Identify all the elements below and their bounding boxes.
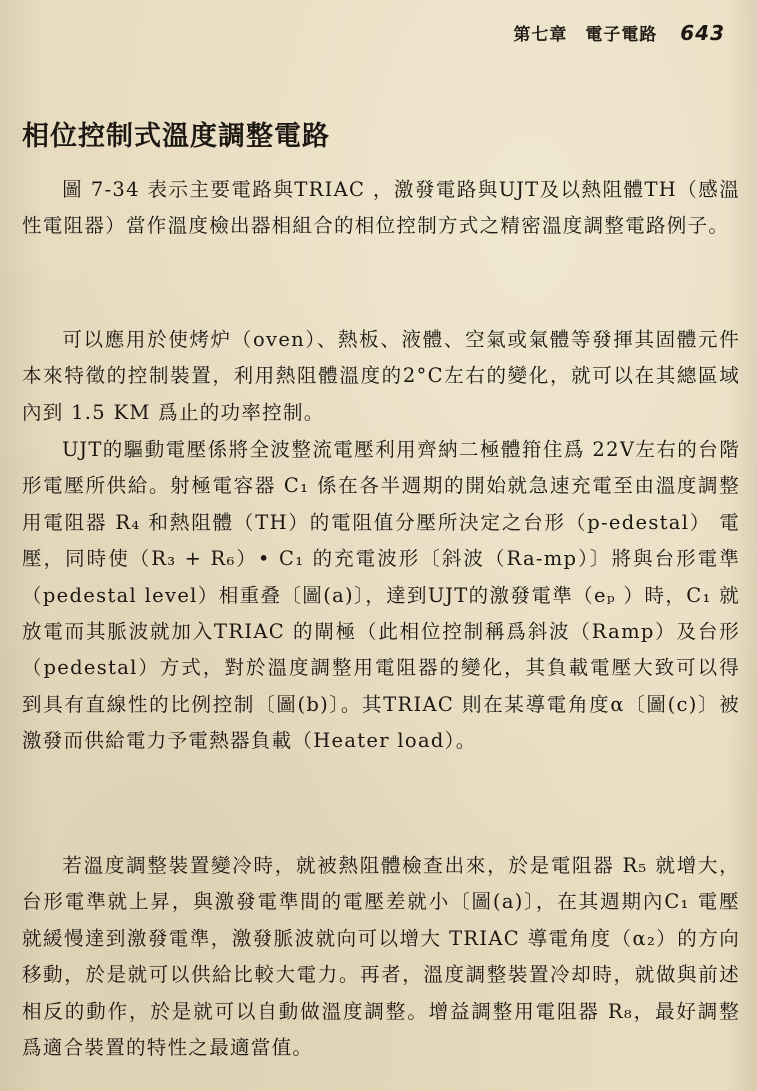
paragraph-text: 若溫度調整裝置變冷時，就被熱阻體檢查出來，於是電阻器 R₅ 就增大，台形電準就上昇，與激發電準間的電壓差就小〔圖(a)〕，在其週期內C₁ 電壓就緩慢達到激發電準，激發脈波就向可以增大 TRIAC 導電角度（α₂）的方向移動，於是就可以供給比較大電力。再者，溫度調整裝置冷却時，就做與前述相反的動作，於是就可以自動做溫度調整。增益調整用電阻器 R₈，最好調整爲適合裝置的特性之最適當值。	[22, 854, 740, 1060]
paragraph	[22, 322, 740, 431]
page-number: 643	[680, 21, 725, 45]
paragraph	[22, 172, 740, 245]
paragraph	[22, 432, 740, 760]
paragraph-text: 圖 7-34 表示主要電路與TRIAC ，激發電路與UJT及以熱阻體TH（感溫性電阻器）當作溫度檢出器相組合的相位控制方式之精密溫度調整電路例子。	[22, 178, 740, 238]
paragraph-text: 可以應用於使烤炉（oven）、熱板、液體、空氣或氣體等發揮其固體元件本來特徵的控制裝置，利用熱阻體溫度的2°C左右的變化，就可以在其總區域內到 1.5 KM 爲止的功率控制。	[22, 328, 740, 424]
paragraph	[22, 848, 740, 1066]
paragraph-text: UJT的驅動電壓係將全波整流電壓利用齊納二極體箝住爲 22V左右的台階形電壓所供給。射極電容器 C₁ 係在各半週期的開始就急速充電至由溫度調整用電阻器 R₄ 和熱阻體（TH）的電阻值分壓所決定之台形（p-edestal） 電壓，同時使（R₃ + R₆）• C₁ 的充電波形〔斜波（Ra-mp）〕將與台形電準（pedestal level）相重叠〔圖(a)〕，達到UJT的激發電準（eₚ ）時，C₁ 就放電而其脈波就加入TRIAC 的閘極（此相位控制稱爲斜波（Ramp）及台形（pedestal）方式，對於溫度調整用電阻器的變化，其負載電壓大致可以得到具有直線性的比例控制〔圖(b)〕。其TRIAC 則在某導電角度α〔圖(c)〕被激發而供給電力予電熱器負載（Heater load）。	[22, 438, 740, 753]
section-title: 相位控制式溫度調整電路	[22, 121, 330, 152]
page-header	[513, 20, 725, 45]
chapter-title: 第七章 電子電路	[513, 25, 658, 45]
